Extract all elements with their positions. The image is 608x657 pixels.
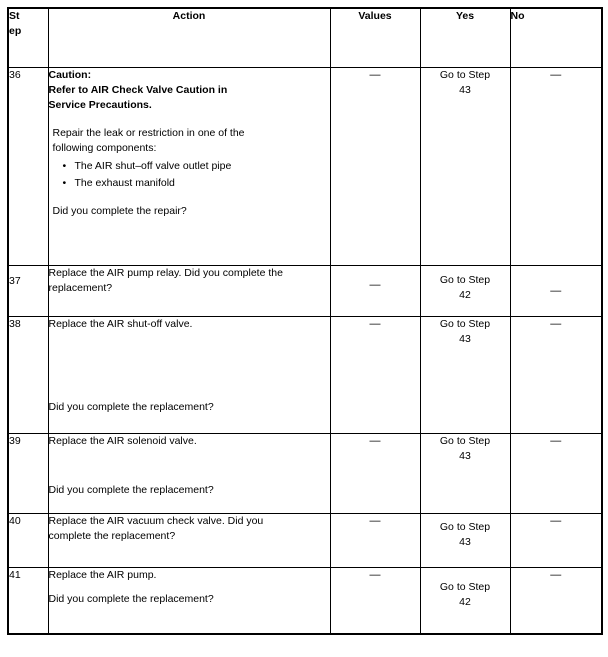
row-values-cell [330,317,420,434]
row-yes-cell [420,514,510,568]
row-no-cell [510,68,602,266]
action-bullet-list [49,158,330,192]
values-text: — [369,318,381,330]
no-text: — [550,285,562,297]
row-yes-cell [420,266,510,317]
row-values-cell [330,434,420,514]
table-row [8,317,602,434]
yes-text: Go to Step 43 [439,435,491,462]
row-step-number [8,434,48,514]
no-text: — [550,515,562,527]
caution-text: Refer to AIR Check Valve Caution in Service Precautions. [48,84,228,112]
document-page [0,7,608,657]
step-value: 37 [9,275,21,287]
row-yes-cell [420,568,510,634]
action-question-text: Did you complete the replacement? [48,483,214,496]
row-action-cell [48,266,330,317]
step-value: 41 [9,569,21,581]
values-text: — [369,279,381,291]
row-no-cell [510,266,602,317]
row-yes-cell [420,434,510,514]
column-header-action: Action [48,8,330,68]
row-no-cell [510,317,602,434]
action-question-text: Did you complete the replacement? [48,400,214,413]
table-header-row [8,8,602,68]
values-text: — [369,69,381,81]
yes-text: Go to Step 43 [439,521,491,548]
column-header-step-line2: ep [9,25,22,38]
row-values-cell [330,266,420,317]
row-no-cell [510,514,602,568]
row-values-cell [330,568,420,634]
row-values-cell [330,68,420,266]
table-body [8,68,602,634]
row-no-cell [510,568,602,634]
no-text: — [550,569,562,581]
row-step-number [8,568,48,634]
yes-text: Go to Step 43 [439,69,491,96]
row-action-cell [48,514,330,568]
no-text: — [550,318,562,330]
table-row [8,68,602,266]
row-action-cell [48,317,330,434]
row-step-number [8,514,48,568]
action-statement-text: Replace the AIR shut-off valve. [48,318,193,330]
row-step-number [8,266,48,317]
action-question-text: Did you complete the replacement? [48,593,214,606]
row-step-number [8,317,48,434]
table-header [8,8,602,68]
caution-title: Caution: [48,69,92,81]
step-value: 39 [9,435,21,447]
column-header-step [8,8,48,68]
table-row [8,266,602,317]
row-yes-cell [420,68,510,266]
no-text: — [550,69,562,81]
column-header-step-line1: St [9,10,20,22]
values-text: — [369,569,381,581]
table-row [8,434,602,514]
action-statement-text: Replace the AIR vacuum check valve. Did you complete the replacement? [48,515,264,543]
values-text: — [369,515,381,527]
row-values-cell [330,514,420,568]
diagnostic-steps-table [7,7,603,635]
column-header-yes: Yes [420,8,510,68]
table-row [8,514,602,568]
action-statement-text: Replace the AIR solenoid valve. [48,435,197,447]
yes-text: Go to Step 43 [439,318,491,345]
list-item: • The exhaust manifold [63,175,330,192]
column-header-values: Values [330,8,420,68]
row-no-cell [510,434,602,514]
row-step-number [8,68,48,266]
no-text: — [550,435,562,447]
column-header-no: No [510,8,602,68]
row-yes-cell [420,317,510,434]
row-action-cell [48,434,330,514]
yes-text: Go to Step 42 [439,274,491,301]
table-row [8,568,602,634]
action-statement-text: Replace the AIR pump. [48,569,157,581]
row-action-cell [48,568,330,634]
action-question-text: Did you complete the repair? [52,204,187,217]
yes-text: Go to Step 42 [439,581,491,608]
values-text: — [369,435,381,447]
list-item: • The AIR shut–off valve outlet pipe [63,158,330,175]
step-value: 38 [9,318,21,330]
action-intro-text: Repair the leak or restriction in one of the following components: [52,126,245,154]
action-statement-text: Replace the AIR pump relay. Did you complete the replacement? [48,267,283,295]
step-value: 36 [9,69,21,81]
row-action-cell [48,68,330,266]
step-value: 40 [9,515,21,527]
